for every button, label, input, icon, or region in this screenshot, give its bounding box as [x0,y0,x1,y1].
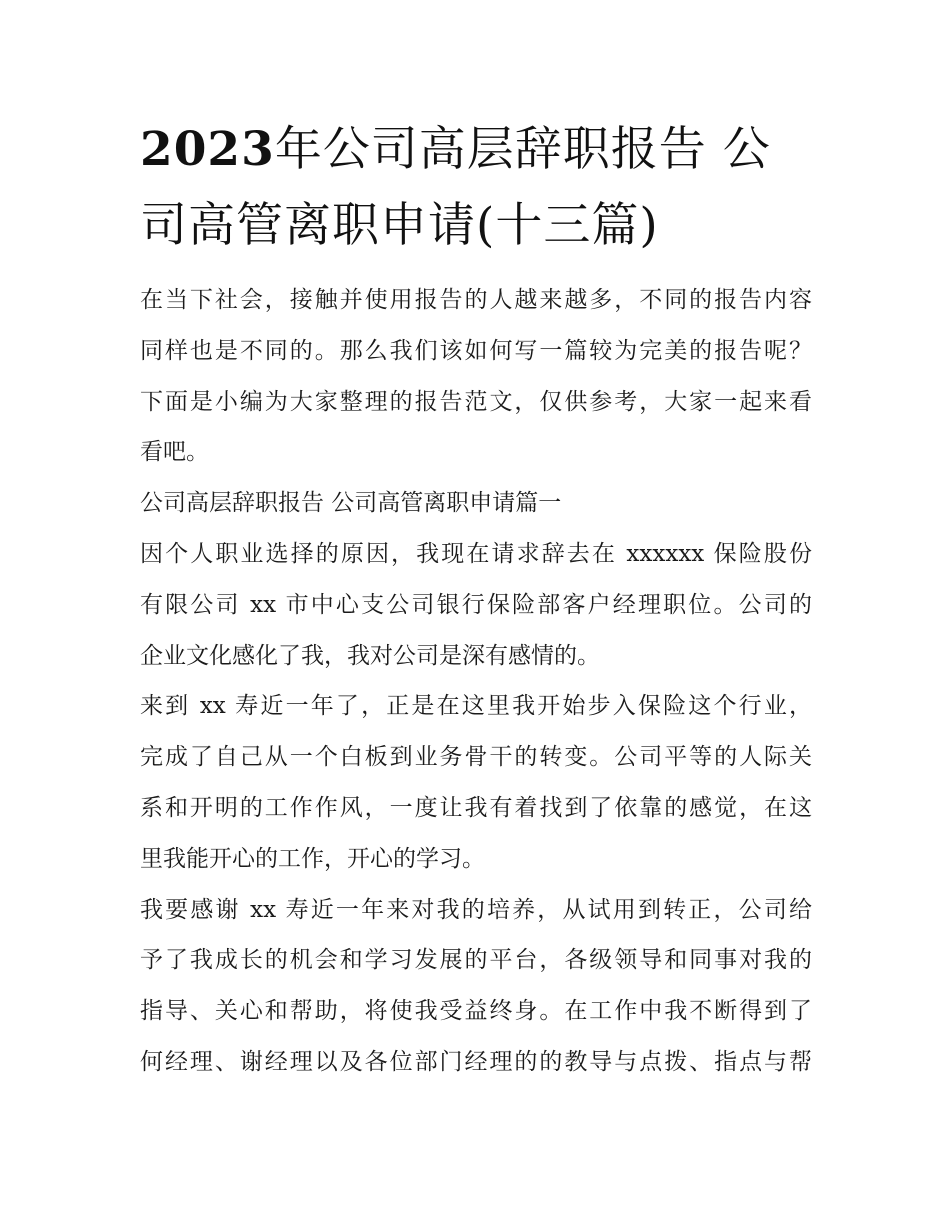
title-year: 2023 [140,122,275,177]
text-line: 我要感谢 xx 寿近一年来对我的培养，从试用到转正，公司给 [140,896,812,923]
section-heading: 公司高层辞职报告 公司高管离职申请篇一 [140,490,562,517]
text-line: 有限公司 xx 市中心支公司银行保险部客户经理职位。公司的 [140,591,812,618]
text-line: 予了我成长的机会和学习发展的平台，各级领导和同事对我的 [140,947,812,974]
text-line: 企业文化感化了我，我对公司是深有感情的。 [140,642,600,669]
document-title [140,112,820,264]
text-line: 指导、关心和帮助，将使我受益终身。在工作中我不断得到了 [140,998,812,1025]
text-line: 来到 xx 寿近一年了，正是在这里我开始步入保险这个行业， [140,693,812,720]
text-line: 同样也是不同的。那么我们该如何写一篇较为完美的报告呢？ [140,337,812,364]
text-line: 里我能开心的工作，开心的学习。 [140,845,485,872]
document-body [140,275,812,1088]
text-line: 因个人职业选择的原因，我现在请求辞去在 xxxxxx 保险股份 [140,540,812,567]
text-line: 系和开明的工作作风，一度让我有着找到了依靠的感觉，在这 [140,794,812,821]
title-line-1: 年公司高层辞职报告 公 [274,122,771,177]
text-line: 看吧。 [140,439,209,466]
text-line: 完成了自己从一个白板到业务骨干的转变。公司平等的人际关 [140,744,812,771]
text-line: 何经理、谢经理以及各位部门经理的的教导与点拨、指点与帮 [140,1048,812,1075]
title-line-2: 司高管离职申请(十三篇) [140,198,659,253]
text-line: 下面是小编为大家整理的报告范文，仅供参考，大家一起来看 [140,388,812,415]
text-line: 在当下社会，接触并使用报告的人越来越多，不同的报告内容 [140,287,812,313]
